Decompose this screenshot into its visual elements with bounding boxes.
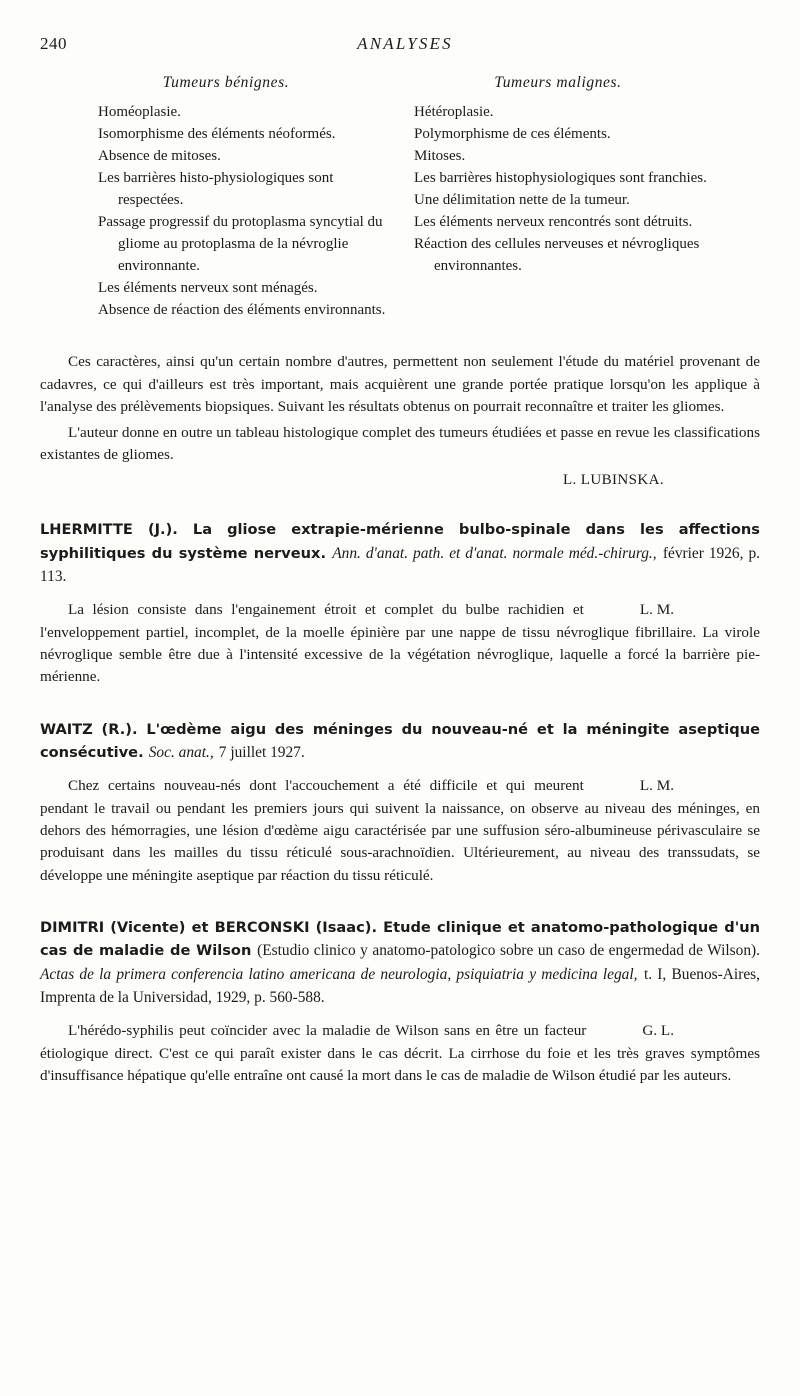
running-head <box>40 34 760 60</box>
entry-body <box>40 599 760 688</box>
entry-title: La gliose extrapie-mérienne bulbo-spinale dans les affections syphilitiques du système nerveux. <box>40 521 760 562</box>
comparison-item-text: Une délimitation nette de la tumeur. <box>414 192 630 209</box>
page-number: 240 <box>40 34 67 53</box>
comparison-item-text: Absence de réaction des éléments environnants. <box>98 302 386 319</box>
entry-author: LHERMITTE (J.). <box>40 521 178 539</box>
comparison-item-text: Les éléments nerveux rencontrés sont détruits. <box>414 214 693 231</box>
comparison-item-text: Les éléments nerveux sont ménagés. <box>98 280 318 297</box>
entry-signature: G. L. <box>642 1022 674 1040</box>
comparison-item-text: Hétéroplasie. <box>414 104 494 120</box>
entry-title: L'œdème aigu des méninges du nouveau-né et la méningite aseptique consécutive. <box>40 720 760 761</box>
list-item <box>414 211 754 233</box>
list-item <box>98 145 386 167</box>
entry-body <box>40 1020 760 1087</box>
comparison-item-text: Les barrières histophysiologiques sont franchies. <box>414 170 707 187</box>
entry-source-italic: Ann. d'anat. path. et d'anat. normale méd.-chirurg., <box>332 544 657 562</box>
comparison-item-text: Polymorphisme de ces éléments. <box>414 126 611 143</box>
entry-body-text: L'hérédo-syphilis peut coïncider avec la maladie de Wilson sans en être un facteur étiologique direct. C'est ce qui paraît exister dans le cas décrit. La cirrhose du foie et les très graves symptômes d'insuffisance hépatique qu'elle entraîne ont causé la mort dans le cas de maladie de Wilson étudié par les auteurs. <box>40 1022 760 1085</box>
entry-dimitri-berconski <box>40 917 760 1087</box>
entry-lhermitte <box>40 519 760 688</box>
comparison-table <box>40 74 760 321</box>
list-item <box>98 123 386 145</box>
intro-signature: L. LUBINSKA. <box>562 472 664 489</box>
page-content <box>40 34 760 1087</box>
comparison-item-text: Mitoses. <box>414 148 466 165</box>
comparison-column-malignant <box>400 74 760 321</box>
entry-source-italic: Soc. anat., <box>148 743 214 761</box>
comparison-item-text: Passage progressif du protoplasma syncytial du gliome au protoplasma de la névroglie environnante. <box>98 214 383 275</box>
entry-source-roman: t. I, Buenos-Aires, Imprenta de la Universidad, 1929, p. 560-588. <box>40 965 760 1007</box>
entry-heading <box>40 917 760 1009</box>
comparison-item-text: Isomorphisme des éléments néoformés. <box>98 126 336 143</box>
entry-heading <box>40 519 760 588</box>
entry-signature: L. M. <box>639 777 674 795</box>
entry-title: Etude clinique et anatomo-pathologique d'un cas de maladie de Wilson <box>40 919 760 960</box>
list-item <box>414 233 754 277</box>
entry-source-italic: Actas de la primera conferencia latino americana de neurologia, psiquiatria y medicina legal, <box>40 965 638 983</box>
list-item <box>98 299 386 321</box>
intro-paragraph-2: L'auteur donne en outre un tableau histologique complet des tumeurs étudiées et passe en revue les classifications existantes de gliomes. <box>40 424 760 464</box>
entry-body-text: La lésion consiste dans l'engainement étroit et complet du bulbe rachidien et l'enveloppement partiel, incomplet, de la moelle épinière par une nappe de tissu névroglique fibrillaire. La virole névroglique semble être due à l'intensité excessive de la végétation névroglique, laquelle a forcé la barrière pie-mérienne. <box>40 601 760 686</box>
entry-source-roman: février 1926, p. 113. <box>40 544 760 585</box>
running-title: ANALYSES <box>357 34 453 53</box>
list-item <box>98 167 386 211</box>
comparison-item-text: Les barrières histo-physiologiques sont respectées. <box>98 170 334 209</box>
comparison-heading-benign: Tumeurs bénignes. <box>162 74 290 91</box>
entry-signature: L. M. <box>639 601 674 619</box>
intro-paragraph-1: Ces caractères, ainsi qu'un certain nombre d'autres, permettent non seulement l'étude du matériel provenant de cadavres, ce qui d'ailleurs est très important, mais acquièrent une grande portée pratique lorsqu'on les applique à l'analyse des prélèvements biopsiques. Suivant les résultats obtenus on pourrait reconnaître et traiter les gliomes. <box>40 353 760 415</box>
list-item <box>414 167 754 189</box>
list-item <box>414 101 754 123</box>
list-item <box>98 211 386 277</box>
comparison-item-text: Absence de mitoses. <box>98 148 221 165</box>
entry-heading <box>40 719 760 765</box>
list-item <box>98 101 386 123</box>
entry-source-roman-pre: (Estudio clinico y anatomo-patologico sobre un caso de engermedad de Wilson). <box>257 942 760 960</box>
list-item <box>414 145 754 167</box>
comparison-item-text: Réaction des cellules nerveuses et névrogliques environnantes. <box>414 236 700 275</box>
entry-author: DIMITRI (Vicente) et BERCONSKI (Isaac). <box>40 919 377 937</box>
comparison-item-text: Homéoplasie. <box>98 104 181 120</box>
list-item <box>414 123 754 145</box>
list-item <box>98 277 386 299</box>
entry-source-roman: 7 juillet 1927. <box>218 743 305 761</box>
comparison-column-benign <box>40 74 400 321</box>
entry-waitz <box>40 719 760 887</box>
entry-body <box>40 775 760 887</box>
entry-body-text: Chez certains nouveau-nés dont l'accouchement a été difficile et qui meurent pendant le travail ou pendant les premiers jours qui suivent la naissance, on observe au niveau des méninges, en dehors des hémorragies, une lésion d'œdème aigu caractérisée par une suffusion séro-albumineuse périvasculaire se produisant dans les mailles du tissu réticulé sous-arachnoïdien. Ultérieurement, au niveau des transsudats, se développe une méningite aseptique par réaction du tissu réticulé. <box>40 777 760 884</box>
entry-author: WAITZ (R.). <box>40 720 138 738</box>
list-item <box>414 189 754 211</box>
comparison-heading-malignant: Tumeurs malignes. <box>494 74 622 91</box>
